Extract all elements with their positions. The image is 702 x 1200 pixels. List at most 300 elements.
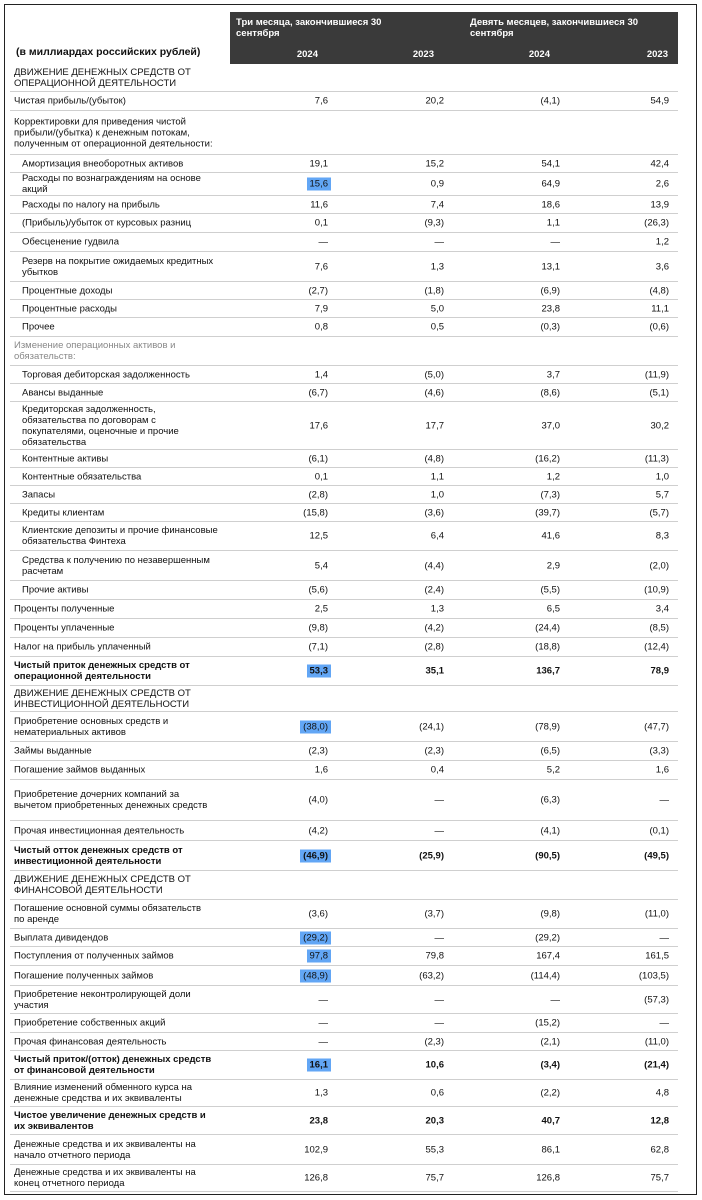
- value-cell: [500, 1144, 560, 1155]
- row-label: ДВИЖЕНИЕ ДЕНЕЖНЫХ СРЕДСТВ ОТ ФИНАНСОВОЙ ДЕЯТЕЛЬНОСТИ: [14, 874, 191, 896]
- cell-value: —: [434, 825, 444, 836]
- table-row: [10, 1033, 678, 1051]
- value-cell: [268, 850, 328, 861]
- value-cell: [609, 531, 669, 542]
- cell-value: (5,7): [649, 507, 669, 518]
- value-cell: [500, 642, 560, 653]
- value-cell: [609, 623, 669, 634]
- value-cell: [384, 531, 444, 542]
- cell-value: —: [318, 236, 328, 248]
- cell-value: 40,7: [541, 1115, 560, 1126]
- cell-value: 54,1: [541, 158, 560, 169]
- value-cell: [384, 642, 444, 653]
- value-cell: [268, 970, 328, 981]
- cell-value: (2,3): [424, 745, 444, 757]
- cell-value: 7,6: [314, 95, 328, 107]
- cell-value: 0,8: [314, 321, 328, 333]
- cell-value: (4,8): [649, 285, 669, 296]
- cell-value: (1,8): [424, 285, 444, 296]
- cell-value: 54,9: [650, 95, 669, 107]
- cell-value: 30,2: [650, 420, 669, 431]
- cell-value: 3,6: [655, 261, 669, 272]
- cell-value: 18,6: [541, 199, 560, 210]
- value-cell: [384, 489, 444, 500]
- row-label: Чистая прибыль/(убыток): [14, 95, 126, 107]
- value-cell: [500, 666, 560, 677]
- cell-value: 62,8: [650, 1144, 669, 1155]
- cell-value: (2,1): [540, 1036, 560, 1047]
- cell-value: (11,3): [644, 453, 669, 464]
- cell-value: (29,2): [535, 932, 560, 943]
- cell-value: (2,3): [308, 745, 328, 757]
- value-cell: [384, 765, 444, 776]
- table-row: [10, 214, 678, 233]
- value-cell: [500, 623, 560, 634]
- cell-value: 5,2: [546, 764, 560, 776]
- row-label: Прочая инвестиционная деятельность: [14, 825, 185, 836]
- table-row: [10, 742, 678, 761]
- table-row: [10, 155, 678, 173]
- row-label: Изменение операционных активов и обязательств:: [14, 340, 176, 362]
- value-cell: [268, 531, 328, 542]
- value-cell: [500, 285, 560, 296]
- cell-value: (11,0): [644, 908, 669, 920]
- value-cell: [500, 850, 560, 861]
- value-cell: [268, 666, 328, 677]
- header-year: 2024: [296, 49, 318, 60]
- cell-value: (12,4): [644, 641, 669, 653]
- cell-value: (5,5): [540, 584, 560, 596]
- row-label: Клиентские депозиты и прочие финансовые обязательства Финтеха: [22, 525, 218, 547]
- cell-value: 0,5: [430, 321, 444, 333]
- row-label: Влияние изменений обменного курса на денежные средства и их эквиваленты: [14, 1082, 192, 1104]
- value-cell: [609, 420, 669, 431]
- cell-value: (5,1): [649, 387, 669, 398]
- cell-value: (6,1): [308, 453, 328, 464]
- header-year: 2023: [646, 49, 668, 60]
- table-row: [10, 712, 678, 742]
- row-label: Резерв на покрытие ожидаемых кредитных убытков: [22, 255, 214, 278]
- cell-value: (47,7): [644, 721, 669, 732]
- cell-value: 1,6: [655, 764, 669, 776]
- value-cell: [384, 604, 444, 615]
- table-row: [10, 1107, 678, 1135]
- table-row: [10, 252, 678, 282]
- cell-value: —: [318, 1017, 328, 1029]
- cell-value: 75,7: [650, 1172, 669, 1184]
- value-cell: [384, 471, 444, 482]
- table-row: [10, 1080, 678, 1107]
- value-cell: [609, 303, 669, 314]
- table-row: [10, 522, 678, 551]
- value-cell: [384, 795, 444, 806]
- cell-value: 7,9: [314, 303, 328, 314]
- cell-value: 102,9: [304, 1144, 328, 1155]
- row-label: Чистый отток денежных средств от инвестиционной деятельности: [14, 844, 183, 867]
- table-row: [10, 986, 678, 1014]
- value-cell: [384, 507, 444, 518]
- row-label: Процентные доходы: [22, 285, 113, 296]
- header-nine-months: Девять месяцев, закончившиеся 30 сентября: [470, 17, 639, 39]
- cell-value: (2,4): [424, 584, 444, 596]
- cell-value: (5,0): [424, 369, 444, 380]
- value-cell: [268, 218, 328, 229]
- value-cell: [609, 604, 669, 615]
- cell-value: (3,7): [424, 908, 444, 920]
- cell-value: 167,4: [536, 950, 560, 962]
- value-cell: [268, 303, 328, 314]
- cell-value: 126,8: [304, 1172, 328, 1184]
- cell-value: —: [659, 1017, 669, 1029]
- value-cell: [384, 1018, 444, 1029]
- cell-value: 13,9: [650, 199, 669, 210]
- value-cell: [268, 560, 328, 571]
- cell-value: 97,8: [307, 950, 332, 963]
- value-cell: [268, 825, 328, 836]
- value-cell: [500, 560, 560, 571]
- cell-value: (11,0): [644, 1036, 669, 1047]
- value-cell: [609, 951, 669, 962]
- table-row: [10, 581, 678, 600]
- cell-value: 1,4: [314, 369, 328, 380]
- value-cell: [609, 489, 669, 500]
- value-cell: [609, 932, 669, 943]
- value-cell: [268, 96, 328, 107]
- cell-value: (21,4): [644, 1059, 669, 1071]
- cell-value: 0,1: [314, 217, 328, 229]
- value-cell: [268, 369, 328, 380]
- row-label: Погашение основной суммы обязательств по аренде: [14, 903, 201, 925]
- cell-value: (39,7): [535, 507, 560, 518]
- value-cell: [384, 96, 444, 107]
- cell-value: 126,8: [536, 1172, 560, 1184]
- cell-value: 7,6: [314, 261, 328, 272]
- table-row: [10, 384, 678, 402]
- value-cell: [609, 1088, 669, 1099]
- table-row: [10, 318, 678, 337]
- value-cell: [384, 746, 444, 757]
- value-cell: [384, 453, 444, 464]
- value-cell: [609, 1144, 669, 1155]
- row-label: Чистое увеличение денежных средств и их эквивалентов: [14, 1109, 206, 1132]
- value-cell: [384, 585, 444, 596]
- cell-value: 20,3: [425, 1115, 444, 1126]
- header-three-months: Три месяца, закончившиеся 30 сентября: [236, 17, 382, 39]
- table-row: [10, 821, 678, 841]
- row-label: Контентные активы: [22, 453, 109, 464]
- table-row: [10, 947, 678, 966]
- row-label: Амортизация внеоборотных активов: [22, 158, 184, 169]
- row-label: Авансы выданные: [22, 387, 104, 398]
- value-cell: [268, 721, 328, 732]
- value-cell: [500, 765, 560, 776]
- value-cell: [609, 850, 669, 861]
- value-cell: [384, 1060, 444, 1071]
- value-cell: [500, 531, 560, 542]
- cell-value: (46,9): [300, 849, 331, 862]
- cell-value: 1,3: [430, 261, 444, 272]
- row-label: Приобретение собственных акций: [14, 1017, 166, 1029]
- table-row: [10, 780, 678, 821]
- cell-value: 37,0: [541, 420, 560, 431]
- value-cell: [268, 642, 328, 653]
- cell-value: (38,0): [300, 720, 331, 733]
- value-cell: [384, 1088, 444, 1099]
- cell-value: (29,2): [300, 931, 331, 944]
- cell-value: 2,9: [546, 560, 560, 571]
- cell-value: —: [434, 794, 444, 806]
- cell-value: (2,7): [308, 285, 328, 296]
- cell-value: —: [550, 994, 560, 1005]
- row-label: (Прибыль)/убыток от курсовых разниц: [22, 217, 192, 229]
- value-cell: [384, 387, 444, 398]
- cell-value: 5,4: [314, 560, 328, 571]
- table-row: [10, 173, 678, 196]
- table-row: [10, 841, 678, 871]
- value-cell: [609, 471, 669, 482]
- row-label: Запасы: [22, 489, 56, 500]
- value-cell: [500, 1060, 560, 1071]
- value-cell: [384, 158, 444, 169]
- cell-value: 41,6: [541, 530, 560, 542]
- cell-value: 64,9: [541, 178, 560, 190]
- table-row: [10, 619, 678, 638]
- cell-value: 11,6: [310, 199, 328, 210]
- cell-value: 1,1: [546, 217, 560, 229]
- value-cell: [500, 1088, 560, 1099]
- cell-value: (6,9): [540, 285, 560, 296]
- table-row: [10, 1014, 678, 1033]
- cell-value: 8,3: [655, 530, 669, 542]
- value-cell: [609, 1060, 669, 1071]
- cell-value: (3,6): [424, 507, 444, 518]
- value-cell: [268, 994, 328, 1005]
- table-row: [10, 600, 678, 619]
- value-cell: [268, 1018, 328, 1029]
- cell-value: (7,3): [540, 489, 560, 500]
- value-cell: [609, 765, 669, 776]
- value-cell: [268, 1173, 328, 1184]
- cell-value: 12,8: [650, 1115, 669, 1126]
- value-cell: [268, 951, 328, 962]
- value-cell: [609, 96, 669, 107]
- value-cell: [609, 1036, 669, 1047]
- table-row: [10, 657, 678, 686]
- column-header-band: [230, 12, 678, 64]
- row-label: Проценты уплаченные: [14, 622, 115, 634]
- table-row: [10, 196, 678, 214]
- value-cell: [268, 932, 328, 943]
- cell-value: (3,4): [540, 1059, 560, 1071]
- value-cell: [268, 285, 328, 296]
- value-cell: [384, 850, 444, 861]
- value-cell: [384, 560, 444, 571]
- cell-value: (0,3): [540, 321, 560, 333]
- row-label: Прочие активы: [22, 584, 89, 596]
- value-cell: [268, 261, 328, 272]
- cell-value: 15,6: [307, 178, 332, 191]
- value-cell: [500, 387, 560, 398]
- value-cell: [500, 795, 560, 806]
- header-year: 2024: [528, 49, 550, 60]
- value-cell: [500, 604, 560, 615]
- cell-value: (5,6): [308, 584, 328, 596]
- row-label: Прочая финансовая деятельность: [14, 1036, 167, 1047]
- value-cell: [609, 387, 669, 398]
- cell-value: 5,0: [430, 303, 444, 314]
- value-cell: [384, 951, 444, 962]
- value-cell: [609, 642, 669, 653]
- value-cell: [500, 1173, 560, 1184]
- row-label: Контентные обязательства: [22, 471, 142, 482]
- value-cell: [500, 261, 560, 272]
- value-cell: [500, 1018, 560, 1029]
- row-label: Налог на прибыль уплаченный: [14, 641, 151, 653]
- table-row: [10, 900, 678, 929]
- cell-value: (16,2): [535, 453, 560, 464]
- cell-value: (114,4): [530, 970, 560, 981]
- value-cell: [609, 585, 669, 596]
- table-row: [10, 1135, 678, 1165]
- cell-value: (57,3): [644, 994, 669, 1005]
- value-cell: [500, 303, 560, 314]
- cell-value: (2,2): [540, 1087, 560, 1099]
- value-cell: [609, 218, 669, 229]
- cell-value: 161,5: [645, 950, 669, 962]
- cell-value: 7,4: [430, 199, 444, 210]
- cell-value: —: [434, 932, 444, 943]
- value-cell: [609, 179, 669, 190]
- row-label: Денежные средства и их эквиваленты на начало отчетного периода: [14, 1138, 196, 1161]
- cell-value: 17,6: [309, 420, 328, 431]
- value-cell: [384, 970, 444, 981]
- value-cell: [384, 237, 444, 248]
- cell-value: —: [434, 1017, 444, 1029]
- table-row: [10, 337, 678, 366]
- value-cell: [384, 322, 444, 333]
- value-cell: [500, 507, 560, 518]
- row-label: Поступления от полученных займов: [14, 950, 174, 962]
- cell-value: 3,7: [546, 369, 560, 380]
- value-cell: [384, 179, 444, 190]
- cell-value: 1,2: [655, 236, 669, 248]
- value-cell: [609, 1018, 669, 1029]
- value-cell: [609, 825, 669, 836]
- cell-value: (10,9): [644, 584, 669, 596]
- cell-value: 17,7: [425, 420, 444, 431]
- cell-value: 23,8: [541, 303, 560, 314]
- table-row: [10, 92, 678, 111]
- value-cell: [609, 261, 669, 272]
- value-cell: [268, 795, 328, 806]
- value-cell: [268, 179, 328, 190]
- cell-value: 2,5: [314, 603, 328, 615]
- value-cell: [609, 237, 669, 248]
- table-row: [10, 504, 678, 522]
- section-header: [10, 65, 678, 92]
- value-cell: [268, 489, 328, 500]
- value-cell: [500, 951, 560, 962]
- cell-value: (6,7): [308, 387, 328, 398]
- cell-value: (2,8): [424, 641, 444, 653]
- value-cell: [268, 746, 328, 757]
- value-cell: [384, 666, 444, 677]
- value-cell: [500, 237, 560, 248]
- cell-value: 0,4: [430, 764, 444, 776]
- value-cell: [268, 1036, 328, 1047]
- value-cell: [384, 199, 444, 210]
- value-cell: [268, 453, 328, 464]
- row-label: Приобретение дочерних компаний за вычетом приобретенных денежных средств: [14, 789, 208, 811]
- cell-value: —: [318, 994, 328, 1005]
- row-label: Погашение займов выданных: [14, 764, 146, 776]
- value-cell: [268, 420, 328, 431]
- unit-caption: (в миллиардах российских рублей): [16, 46, 201, 58]
- value-cell: [384, 303, 444, 314]
- value-cell: [500, 721, 560, 732]
- table-row: [10, 1165, 678, 1192]
- value-cell: [268, 1088, 328, 1099]
- value-cell: [609, 453, 669, 464]
- cell-value: 1,3: [314, 1087, 328, 1099]
- cell-value: (8,5): [649, 622, 669, 634]
- value-cell: [609, 666, 669, 677]
- value-cell: [609, 1115, 669, 1126]
- cell-value: (25,9): [419, 850, 444, 861]
- cell-value: (103,5): [638, 970, 669, 981]
- cell-value: (6,3): [540, 794, 560, 806]
- row-label: Обесценение гудвила: [22, 236, 120, 248]
- value-cell: [268, 623, 328, 634]
- value-cell: [500, 322, 560, 333]
- cell-value: (0,1): [649, 825, 669, 836]
- value-cell: [268, 1115, 328, 1126]
- table-row: [10, 761, 678, 780]
- value-cell: [500, 218, 560, 229]
- cell-value: (18,8): [535, 641, 560, 653]
- table-row: [10, 450, 678, 468]
- value-cell: [609, 507, 669, 518]
- cell-value: 6,4: [430, 530, 444, 542]
- row-label: Погашение полученных займов: [14, 970, 154, 981]
- table-row: [10, 402, 678, 450]
- row-label: Корректировки для приведения чистой прибыли/(убытка) к денежным потокам, полученным от операционной деятельности:: [14, 116, 213, 149]
- cell-value: (24,1): [419, 721, 444, 732]
- value-cell: [609, 795, 669, 806]
- section-header: [10, 686, 678, 712]
- table-row: [10, 1051, 678, 1080]
- value-cell: [384, 825, 444, 836]
- value-cell: [268, 604, 328, 615]
- cell-value: 0,9: [430, 178, 444, 190]
- row-label: Торговая дебиторская задолженность: [22, 369, 190, 380]
- row-label: Процентные расходы: [22, 303, 118, 314]
- value-cell: [500, 420, 560, 431]
- value-cell: [500, 825, 560, 836]
- value-cell: [500, 585, 560, 596]
- cell-value: (9,8): [540, 908, 560, 920]
- row-label: Расходы по вознаграждениям на основе акций: [22, 173, 201, 195]
- cell-value: 42,4: [650, 158, 669, 169]
- value-cell: [500, 199, 560, 210]
- cell-value: (11,9): [644, 369, 669, 380]
- value-cell: [384, 1115, 444, 1126]
- cell-value: (4,2): [424, 622, 444, 634]
- value-cell: [500, 932, 560, 943]
- cell-value: (24,4): [535, 622, 560, 634]
- cell-value: (9,3): [424, 217, 444, 229]
- cell-value: —: [659, 794, 669, 806]
